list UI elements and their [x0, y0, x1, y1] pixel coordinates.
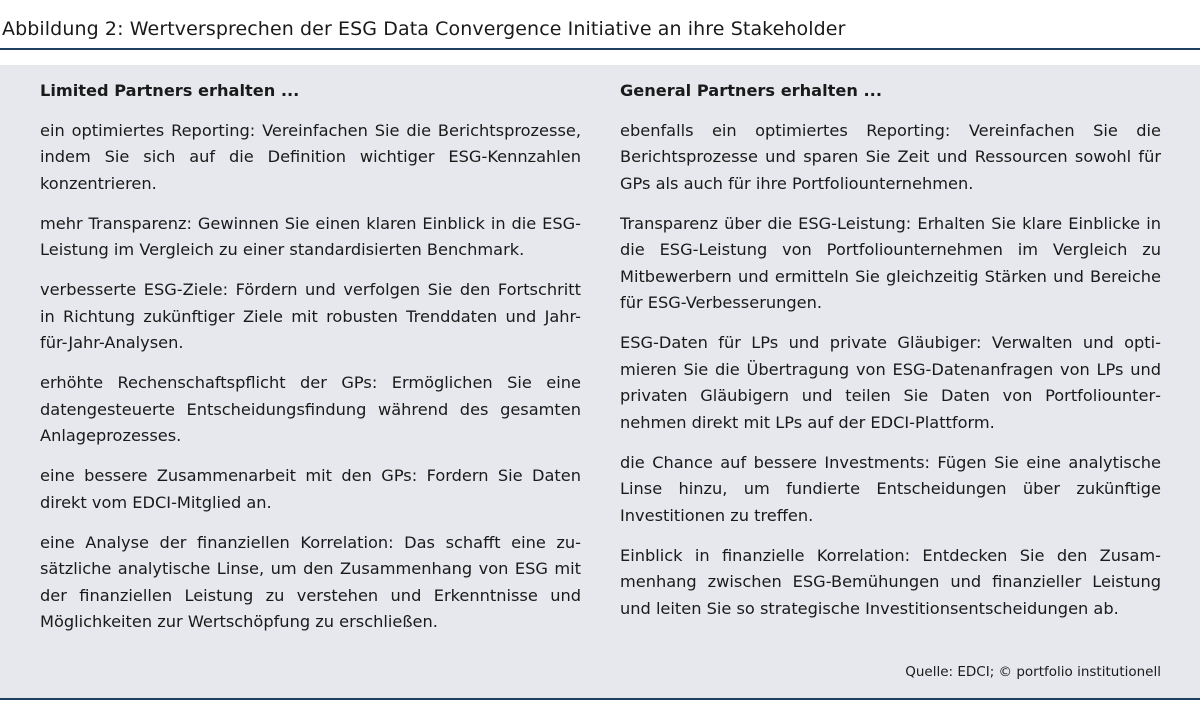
list-item: ein optimiertes Reporting: Vereinfachen Sie die Berichtsprozesse, indem Sie sich auf die Definition wichtiger ESG-Kennzahlen konzentrieren.	[40, 120, 581, 193]
top-rule	[0, 48, 1200, 50]
limited-partners-column	[40, 78, 581, 649]
list-item: verbesserte ESG-Ziele: Fördern und verfolgen Sie den Fortschritt in Richtung zukünftiger Ziele mit robusten Trenddaten und Jahr-für-Jahr-Analysen.	[40, 280, 581, 352]
list-item: eine bessere Zusammenarbeit mit den GPs: Fordern Sie Daten direkt vom EDCI-Mitglied an.	[40, 466, 581, 512]
general-partners-column	[620, 78, 1161, 636]
list-item: erhöhte Rechenschaftspflicht der GPs: Ermöglichen Sie eine datengesteuerte Entscheidungsfindung während des gesamten Anlageprozesses.	[40, 373, 581, 445]
figure-title: Abbildung 2: Wertversprechen der ESG Data Convergence Initiative an ihre Stakeholder	[2, 18, 846, 40]
list-item: Einblick in finanzielle Korrelation: Entdecken Sie den Zusammenhang zwischen ESG-Bemühungen und finanzieller Leistung und leiten Sie so strategische Investitionsentscheidungen ab.	[620, 545, 1161, 618]
list-item: ebenfalls ein optimiertes Reporting: Vereinfachen Sie die Berichtsprozesse und sparen Sie Zeit und Ressourcen sowohl für GPs als auch für ihre Portfoliounternehmen.	[620, 120, 1161, 193]
list-item: mehr Transparenz: Gewinnen Sie einen klaren Einblick in die ESG-Leistung im Vergleich zu einer standardisierten Benchmark.	[40, 213, 581, 259]
list-item: die Chance auf bessere Investments: Fügen Sie eine analytische Linse hinzu, um fundierte Entscheidungen über zukünftige Investitionen zu treffen.	[620, 452, 1161, 525]
general-partners-heading: General Partners erhalten ...	[620, 81, 882, 100]
list-item: Transparenz über die ESG-Leistung: Erhalten Sie klare Einblicke in die ESG-Leistung von Portfoliounternehmen im Vergleich zu Mitbewerbern und ermitteln Sie gleichzeitig Stärken und Bereiche für ESG-Verbesserungen.	[620, 213, 1161, 312]
limited-partners-heading: Limited Partners erhalten ...	[40, 81, 300, 100]
list-item: ESG-Daten für LPs und private Gläubiger: Verwalten und optimieren Sie die Übertragung von ESG-Datenanfragen von LPs und privaten Gläubigern und teilen Sie Daten von Portfoliounternehmen direkt mit LPs auf der EDCI-Plattform.	[620, 333, 1161, 432]
bottom-rule	[0, 698, 1200, 700]
list-item: eine Analyse der finanziellen Korrelation: Das schafft eine zusätzliche analytische Linse, um den Zusammenhang von ESG mit der finanziellen Leistung zu verstehen und Erkenntnisse und Möglichkeiten zur Wertschöpfung zu erschließen.	[40, 532, 581, 631]
source-note: Quelle: EDCI; © portfolio institutionell	[905, 664, 1161, 680]
